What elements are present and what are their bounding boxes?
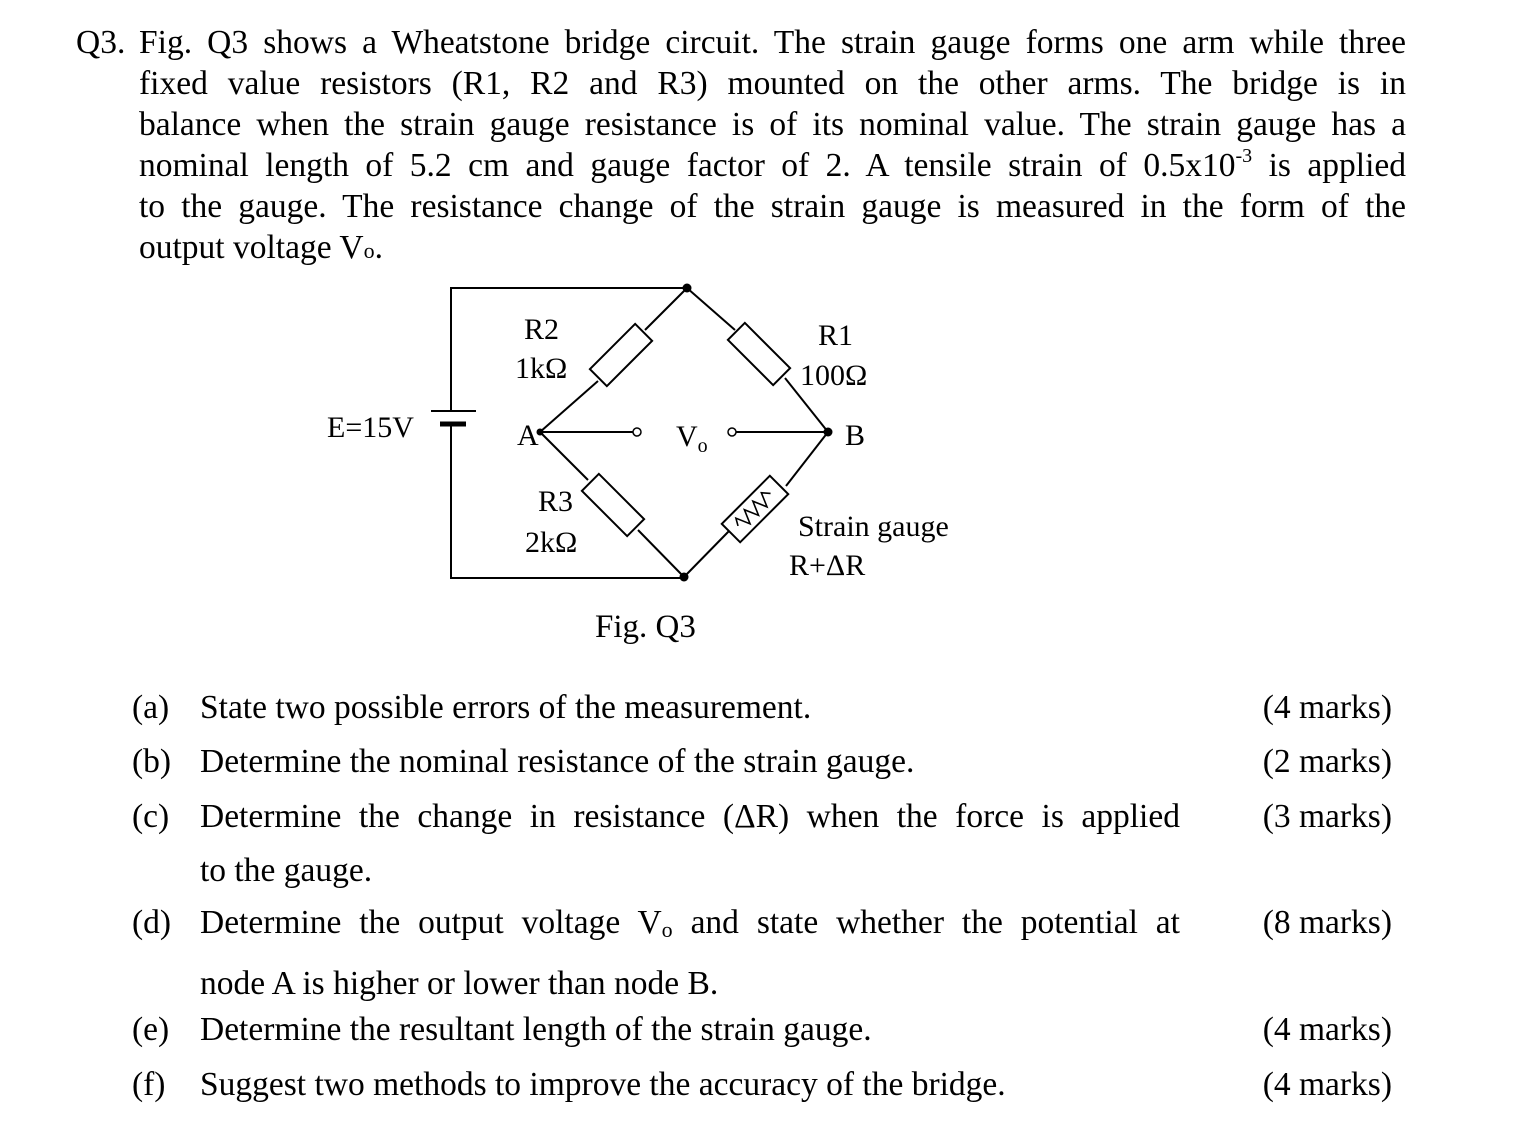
part-text: Determine the resultant length of the strain gauge. (200, 1011, 872, 1048)
wire (645, 288, 687, 330)
part-text: Determine the output voltage Vo and state whether the potential at node A is higher or lower than node B. (200, 904, 1180, 1002)
node-b-dot (824, 428, 833, 437)
question-line: Fig. Q3 shows a Wheatstone bridge circuit. The strain gauge forms one arm while three (139, 24, 1406, 61)
wire (638, 530, 684, 577)
question-line: nominal length of 5.2 cm and gauge factor of 2. A tensile strain of $0.5x10^{-3}$ is applied (139, 145, 1406, 184)
part-label: (f) (132, 1066, 166, 1103)
part-text: Determine the nominal resistance of the strain gauge. (200, 743, 915, 780)
question-line: output voltage Vo. (139, 229, 383, 266)
supply-wire-top (451, 288, 687, 410)
question-number: Q3. (76, 24, 126, 61)
strain-gauge-body (722, 476, 788, 542)
resistor-r1 (728, 323, 790, 385)
vo-terminal-right (728, 428, 736, 436)
node-b-label: B (845, 419, 866, 452)
part-marks: (3 marks) (1262, 798, 1392, 835)
part-text: Determine the change in resistance (ΔR) when the force is applied to the gauge. (200, 798, 1180, 889)
node-top (683, 284, 692, 293)
part-text: State two possible errors of the measurement. (200, 689, 812, 726)
wire (687, 288, 735, 330)
source-label: E=15V (327, 411, 414, 444)
wire (786, 432, 828, 486)
question-line: fixed value resistors (R1, R2 and R3) mounted on the other arms. The bridge is in (139, 65, 1406, 102)
node-bottom (680, 573, 689, 582)
part-label: (d) (132, 904, 172, 941)
part-label: (b) (132, 743, 172, 780)
question-line: balance when the strain gauge resistance is of its nominal value. The strain gauge has a (139, 106, 1406, 143)
part-label: (a) (132, 689, 170, 726)
wire (540, 381, 598, 432)
strain-exponent: -3 (1235, 145, 1253, 167)
part-label: (e) (132, 1011, 170, 1048)
r3-value: 2kΩ (525, 526, 578, 559)
part-marks: (8 marks) (1262, 904, 1392, 941)
strain-gauge-value: R+ΔR (789, 549, 866, 582)
question-line: to the gauge. The resistance change of the strain gauge is measured in the form of the (139, 188, 1406, 225)
figure-caption: Fig. Q3 (595, 609, 696, 645)
resistor-r3 (582, 474, 644, 536)
part-text: Suggest two methods to improve the accuracy of the bridge. (200, 1066, 1006, 1103)
wire (540, 432, 588, 480)
node-a-label: A (517, 419, 539, 452)
part-label: (c) (132, 798, 170, 835)
part-marks: (4 marks) (1262, 1011, 1392, 1048)
wire (684, 530, 730, 577)
r2-value: 1kΩ (515, 352, 568, 385)
part-marks: (4 marks) (1262, 1066, 1392, 1103)
r3-label: R3 (538, 485, 574, 518)
part-marks: (4 marks) (1262, 689, 1392, 726)
r1-value: 100Ω (800, 359, 868, 392)
part-marks: (2 marks) (1262, 743, 1392, 780)
vo-terminal-left (633, 428, 641, 436)
r1-label: R1 (818, 319, 854, 352)
r2-label: R2 (524, 313, 560, 346)
strain-gauge-resistor (722, 476, 788, 542)
strain-gauge-label: Strain gauge (798, 510, 949, 543)
vo-label: $V_o$ (676, 420, 708, 457)
resistor-r2 (590, 324, 652, 386)
